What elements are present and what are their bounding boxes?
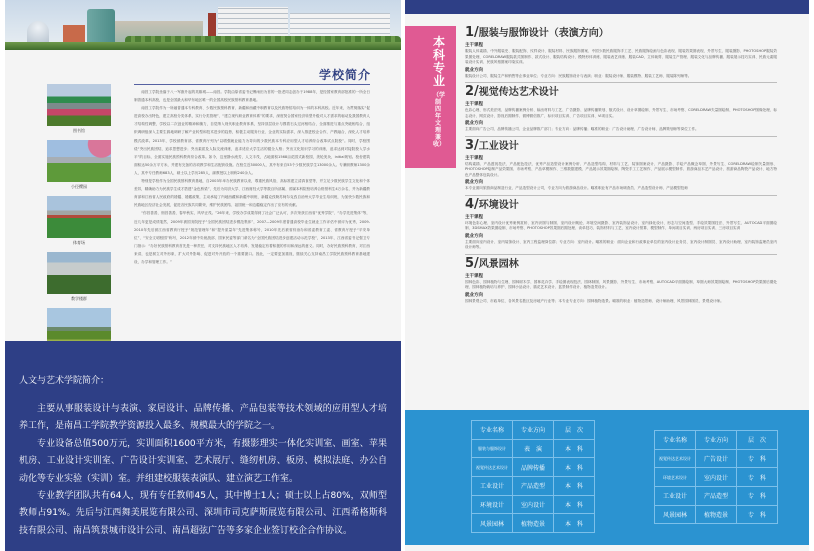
courses-label: 主干课程 [465,102,483,107]
table-cell: 环境设计 [472,495,513,514]
career-text: 本专业面向旅游商品制造行业、产品造型设计公司，专业方向为旅游商品设计。瞄准职业有产品市场调查员、产品造型设计师、产品模型技师 [465,186,688,190]
stadium-photo [47,196,111,238]
table-header: 专业方向 [513,421,554,440]
college-intro-title: 人文与艺术学院简介： [19,376,110,386]
table-header: 层 次 [737,431,778,450]
table-cell: 风景园林 [472,514,513,533]
courses-text: 结构素描、产品透视技法、产品配色技法、优秀产品造型设计案例分析、产品造型结构、材料与工艺、装饰图案设计、产品摄影、手绘产品概念草图、外景写生、CORELDRAW绘制矢量图形、PHOTOSHOP绘制产品效果图、市场考察、产品草模制作、三维数据建模、产品展示效果图绘制、陶瓷手工工艺制作、产品展示模型制作、旅游商品木艺产品设计、旅游商品陶瓷产品设计、地方特色产品整体包装设计。 [465,161,777,177]
career-label: 就业方向 [465,67,483,73]
career-label: 就业方向 [465,121,483,126]
table-cell: 视觉传达艺术设计 [655,449,696,468]
table-row [655,487,778,506]
table-row [472,477,595,496]
intro-paragraph: “你昌善善，细昌善善，春华秋实，风华正茂。”26年来，学校办学成果得到了社会广泛认可，多次荣获江西省“优秀学院”、“办学先进集体”等，近几年更是成绩斐然，2009年被国务院授予“全国民族团结进步模范集体”，2007—2009年度普通高校毕业生就业工作评估中被评为优秀，2009-2010年先后被江西省教育厅授予“规范管理年”和“提升质量年”先进集体称号，2010年先后被省综治办和省委教育工委、省教育厅授予“平安单位”、“安全文明校园”称号，2012年被中央统战部、国家民委等部门命名为“全国民族团结进步创建活动示范学校”，2013年，江西省委书记强卫专门指示：“办好民族预科教育首先是一种责任，对支持民族地区人才培养、发展稳定有着积极的作用和深远的意义。同时，办好民族预科教育，对江西来讲，也是树立对外形象、扩大对外影响、促进对外开放的一个重要窗口。因此，一定要更加重视，继续关心支持南昌工学院民族预科教育基地建设，办学和管理工作。” [134,211,370,264]
left-page [5,0,401,551]
table-cell: 产品造型 [513,477,554,496]
major-section [465,139,777,196]
photo-item [47,140,111,192]
tab-sub-label: （学制四年 文理兼收） [433,92,446,148]
table-cell: 本 科 [554,495,595,514]
courses-text: 服装人体素描、中外服装史、服装配饰、纹样设计、服装材料、民族服饰图案、中国少数民族服饰手工艺、民族服饰绘画与色彩表现、服装效果图表现、外景写生、服装摄影、PHOTOSHOP服装效果图处理、CORELDRAW服装款式图制作、款式设计、服装结构设计、模特形体训练、服装表艺训练、服装CAD、立体裁剪、服装生产管理、服装文化与品牌传播、服装展示技巧实训、民族元素服装设计实训、民族风格图案印染实训。 [465,49,777,64]
college-intro-body [19,401,387,540]
school-intro-text [134,88,370,266]
photo-caption: 教学楼群 [71,296,87,301]
table-row [655,449,778,468]
career-label: 就业方向 [465,292,483,298]
table-cell: 本 科 [554,439,595,458]
courses-label: 主干课程 [465,214,483,220]
career-text: 服装设计公司、服装生产和销售等企事业单位；专业方向：民族服饰设计与表演；职业：服装设计师、服装模特、服装工艺师、服装陈列师等。 [465,73,692,78]
table-cell: 室内设计 [696,468,737,487]
table-cell: 植物造景 [513,514,554,533]
table-header: 专业名称 [472,421,513,440]
photo-caption: 体育场 [73,240,85,245]
table-header: 专业名称 [655,431,696,450]
campus-banner-image [5,0,401,50]
major-title: 4/环境设计 [465,196,519,212]
table-row [472,458,595,477]
photo-item [47,252,111,304]
college-paragraph: 专业教学团队共有64人，现有专任教师45人，其中博士1人；硕士以上占80%，双师型教师占91%。先后与江西舞美展览有限公司、深圳市司克萨斯展览有限公司、江西希格斯科技有限公司、南昌筑景城市设计公司、南昌超弦广告等多家企业签订校企合作协议。 [19,491,387,536]
table-cell: 视觉传达艺术设计 [472,458,513,477]
table-cell: 专 科 [737,449,778,468]
photo-column [47,84,111,364]
top-color-band [405,0,809,14]
intro-paragraph: 南昌工学院作为一所融普通本专科教育、少数民族预科教育、新疆和西藏中职教育以及民族特招培训为一体的本科高校。近年来，为贯彻落实“促进高校办出特色，建立高校分类体系，实行分类管理”、“建立现代职业教育体系”的要求，深度契合国家经济转型升级对人才需求的驱动及我国教育人才结构性调整，学校以二次创业的精神和魄力，自觉纳入现代职业教育体系，坚持顶层设计与摸着石头过河相结合，全面推进与重点突破相结合，组织调研组深入主要生源地调研了解产业转型和技术进步的趋势，积极主动服务行业、企业的实际需求，深入推进校企合作，产教融合，深化人才培养模式改革。2013年，学校被教育部、省教育厅列为“以增强就业能力为导向的少数民族本专科应用型人才培养综合改革试点院校”。同时，学校围绕“突出民族团结，追求思想进步；突出素质及人际交流训练，追求适应大学生活的健全人格；突出文化知识学习的训练，追求达到对接院校入学水平”的目标，全面实施民族预科教育综合改革。如今，这里静水流芳，人文丰茂，占地面积1568亩花园式新校园，美轮美奂，initial规划。校舍建筑面积达50余万平方米，并建有完备的各项教学和生活配套设施。在校生近30000人，其中有来自53个少数民族学生13000余人。专兼职教师1300余人，其中专任教师683人，硕士以上学历285人，副教授以上职称240余人。 [134,106,370,175]
courses-label: 主干课程 [465,155,483,161]
photo-item [47,84,111,136]
career-text: 主要面向广告公司、品牌传播公司、企业品牌推广部门；专业方向：品牌传播；瞄准的职业：广告设计助理、广告设计师、品牌策划师等岗位工作。 [465,127,699,131]
table-row [472,495,595,514]
table-cell: 专 科 [737,468,778,487]
career-label: 就业方向 [465,180,483,185]
photo-item [47,196,111,248]
college-paragraph: 主要从事服装设计与表演、家居设计、品牌传播、产品包装等技术领域的应用型人才培养工作，是南昌工学院教学资源投入最多、规模最大的学院之一。 [19,404,387,432]
majors-table-area [405,410,809,545]
associate-majors-table [654,430,778,524]
career-label: 就业方向 [465,233,483,239]
major-section [465,26,777,83]
table-row [655,468,778,487]
major-section [465,257,777,308]
table-cell: 专 科 [737,487,778,506]
table-cell: 风景园林 [655,505,696,524]
teaching-buildings-photo [47,252,111,294]
tab-main-label: 本科专业 [432,35,445,88]
table-header-row [655,431,778,450]
major-section [465,198,777,255]
courses-label: 主干课程 [465,273,483,279]
major-title: 5/风景园林 [465,255,519,271]
table-row [472,439,595,458]
college-intro-box [5,341,401,551]
table-cell: 环境艺术设计 [655,468,696,487]
table-row [472,514,595,533]
table-cell: 表 演 [513,439,554,458]
major-title: 3/工业设计 [465,137,519,153]
library-photo [47,84,111,126]
courses-text: 园林色彩、园林植物与生理、园林树木学、园林花卉学、手绘图表现技法、园林制图、风景摄影、外景写生、市场考察、AUTOCAD平面图绘制、草图大师效果图绘制、PHOTOSHOP效果图后期处理、园林植物栽培与养护、园林小品设计、插花艺术设计、盆景制作设计、植物造景设计。 [465,279,777,289]
table-cell: 广告设计 [696,449,737,468]
table-cell: 品牌传播 [513,458,554,477]
title-divider [134,84,370,85]
table-cell: 工业设计 [472,477,513,496]
college-paragraph: 专业设备总值500万元，实训面积1600平方米，有摄影理实一体化实训室、画室、苹果机房、工业设计实训室、广告设计实训室、艺术展厅、缝纫机房、板房、模拟法庭、办公自动化等专业实验（实训）室。并组建校服装表演队、建立演艺工作室。 [19,438,387,484]
table-header: 专业方向 [696,431,737,450]
table-cell: 本 科 [554,458,595,477]
table-cell: 室内设计 [513,495,554,514]
table-cell: 本 科 [554,477,595,496]
section-title: 学校简介 [318,68,371,82]
table-cell: 本 科 [554,514,595,533]
table-row [655,505,778,524]
photo-caption: 小径樱园 [71,184,87,189]
courses-text: 色彩心理、形式美法则、品牌传播案例分析、输出材料与工艺、广告摄影、品牌传播策划、版式设计、设计草图绘制、外景写生、市场考察、CORELDRAW矢量图绘制、PHOTOSHOP图像处理、标志设计、网页设计、影视后期制作、微博微信推广、标识项目实训、广告项目实训、VI项目实。 [465,108,777,118]
courses-label: 主干课程 [465,43,483,48]
table-header-row [472,421,595,440]
table-cell: 植物造景 [696,505,737,524]
table-header: 层 次 [554,421,595,440]
table-cell: 服装与服饰设计 [472,439,513,458]
intro-paragraph: 特别是学校作为全国民族预科教育基地，自2003年举办民族教育以来，尊重民族风俗，高标准建立清真食堂等，并立足少数民族学生文化和个体差异，精确助力为民族学生成才搭建“金色桥梁”，先后为同济大学、江西财经大学等数百所部属、省属本科院校培养合格预科生4万余名，并为新疆教育部和江西省人民政府的援疆、援藏政策，主动承接了内地西藏和新疆中职班、新疆克孜勒苏柯尔克孜自治州大学毕业生培训班，为加快少数民族和民族地区经济社会发展，促进各民族共同繁荣，维护民族团结、祖国统一和边疆稳定作出了应有的贡献。 [134,179,371,208]
career-text: 主要面向室内设计、室内装饰设计、室内工程监理岗位群；专业方向：室内设计。瞄准的职业：面向企业和行政事业单位的室内设计业务员、室内设计制图员、室内设计助理、室内装饰监理员室内设计师等。 [465,239,777,249]
major-title: 2/视觉传达艺术设计 [465,84,559,99]
bachelor-majors-tab [405,26,456,168]
table-cell: 工业设计 [655,487,696,506]
major-section [465,85,777,137]
courses-text: 环境色彩心理、室内设计优秀案例赏析、室内识图与制图、室内设计概论、环境空间摄影、室内装饰品设计、室内绿化设计、形态与空间造型、手绘效果图技法、外景写生、AUTOCAD平面图绘制、3DSMAX效果图绘制、市场考察、PHOTOSHOP效果图后期处理、谈单技巧、装饰材料与工艺、室内设计预算、模型制作、单间项目实训、两房项目实训、三房项目实训 [465,220,777,230]
photo-caption: 图书馆 [73,128,85,133]
career-text: 园林景观公司、市政单位、各风景名胜区及房地产行业等；本专业专业方向：园林植物造景。瞄准的职业：植物造景师、设计师助理、风景园林图员、景观设计师。 [465,298,724,303]
right-page [405,0,809,551]
majors-list [465,26,777,309]
cherry-garden-photo [47,140,111,182]
intro-paragraph: 南昌工学院坐落于八一军旗升起的英雄城——南昌。学院由原省委书记傅雨田为首的一批老同志创办于1988年，是经国家教育部批准的一所全日制普通本科高校，也是全国最大和华东地区唯一的全国高校民族预科教育基地。 [134,90,370,103]
table-cell: 产品造型 [696,487,737,506]
major-title: 1/服装与服饰设计（表演方向） [465,25,609,40]
table-cell: 专 科 [737,505,778,524]
bachelor-majors-table [471,420,595,533]
